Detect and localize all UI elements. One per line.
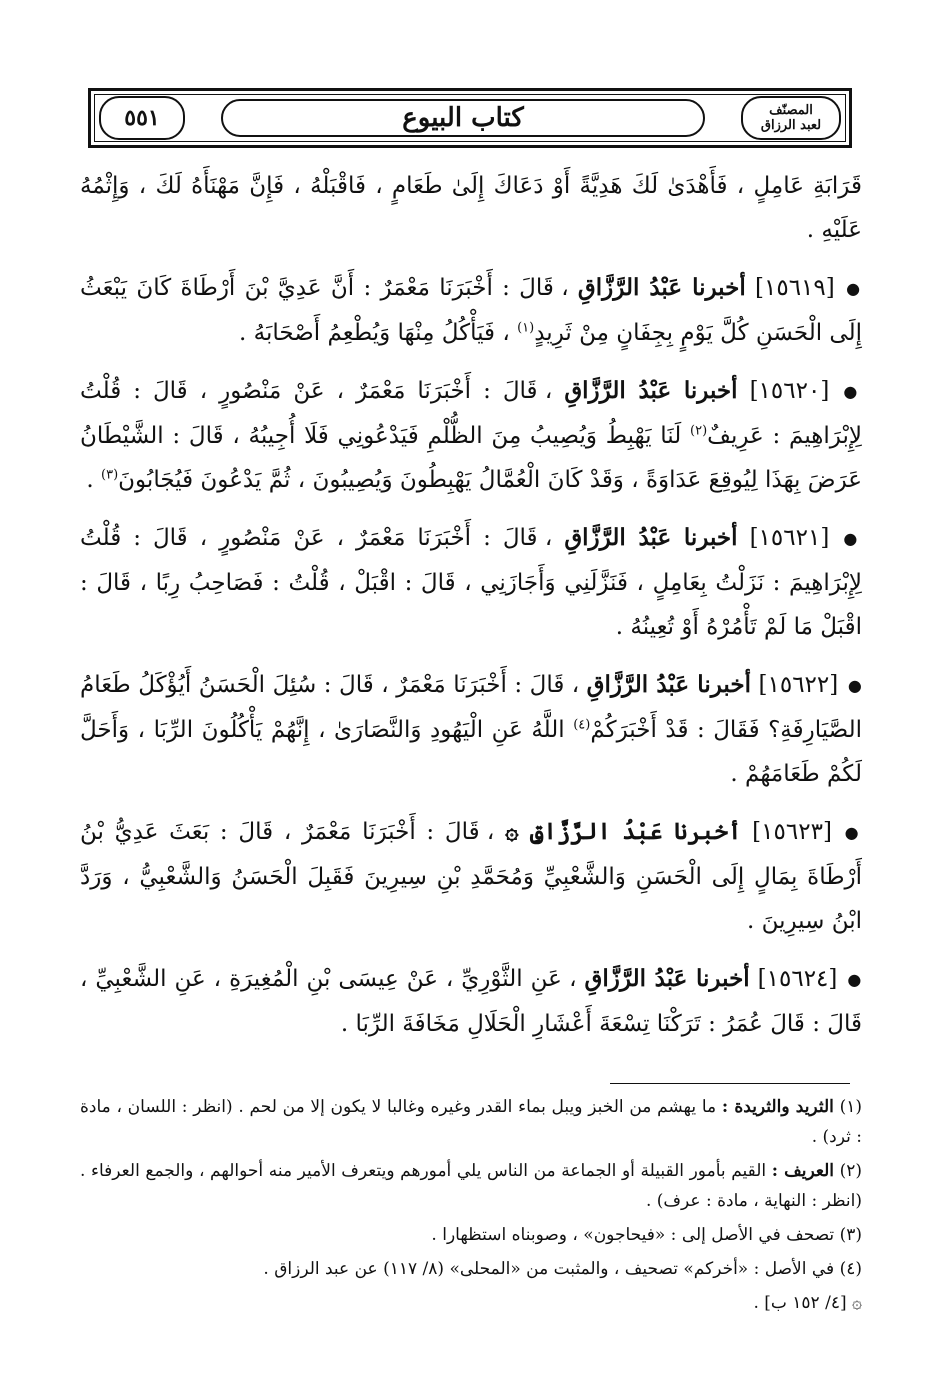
footnote-ref: (٣) xyxy=(101,467,119,483)
hadith-text: ، عَنِ الثَّوْرِيِّ ، عَنْ عِيسَى بْنِ الْمُغِيرَةِ ، عَنِ الشَّعْبِيِّ ، قَالَ : قَالَ عُمَرُ : تَرَكْنَا تِسْعَةَ أَعْشَارِ الْحَلَالِ مَخَافَةَ الرِّبَا . xyxy=(80,966,862,1037)
footnote-term: العريف : xyxy=(771,1161,834,1181)
footnote-text: في الأصل : «أخركم» تصحيف ، والمثبت من «المحلى» (٨/ ١١٧) عن عبد الرزاق . xyxy=(263,1259,835,1279)
footnote-manuscript-ref xyxy=(80,1288,862,1318)
isnad-opening: أخبرنا عَبْدُ الرَّزَّاقِ xyxy=(564,524,738,551)
hadith-text-cont: لَنَا يَهْبِطُ وَيُصِيبُ مِنَ الظُّلْمِ فَيَدْعُونِي فَلَا أُجِيبُهُ ، قَالَ : الشَّيْطَانُ عَرَضَ بِهَذَا لِيُوقِعَ عَدَاوَةً ، وَقَدْ كَانَ الْعُمَّالُ يَهْبِطُونَ وَيُصِيبُونَ ، ثُمَّ يَدْعُونَ فَيُجَابُونَ xyxy=(80,423,862,493)
footnote-ref: (١) xyxy=(517,320,535,336)
bullet-icon: ● xyxy=(843,382,862,401)
bullet-icon: ● xyxy=(847,970,862,989)
series-title-line1: المصنّف xyxy=(769,103,813,118)
isnad-opening: أخبرنا عَبْدُ الرَّزَّاقِ xyxy=(584,965,750,992)
isnad-opening: أخبرنا عَبْدُ الرَّزَّاقِ xyxy=(564,377,738,404)
footnote-1 xyxy=(80,1092,862,1152)
main-text xyxy=(80,164,862,1060)
footnote-4 xyxy=(80,1254,862,1284)
bullet-icon: ● xyxy=(844,823,863,842)
hadith-text-cont: ، فَيَأْكُلُ مِنْهَا وَيُطْعِمُ أَصْحَابَهُ . xyxy=(239,320,510,346)
hadith-15624 xyxy=(80,957,862,1046)
hadith-text: ، قَالَ : أَخْبَرَنَا مَعْمَرٌ ، قَالَ : بَعَثَ عَدِيُّ بْنُ أَرْطَاةَ بِمَالٍ إِلَى الْحَسَنِ وَالشَّعْبِيِّ وَمُحَمَّدِ بْنِ سِيرِينَ فَقَبِلَ الْحَسَنُ وَالشَّعْبِيُّ ، وَرَدَّ ابْنُ سِيرِينَ . xyxy=(80,819,862,934)
paragraph-text: قَرَابَةِ عَامِلٍ ، فَأَهْدَىٰ لَكَ هَدِيَّةً أَوْ دَعَاكَ إِلَىٰ طَعَامٍ ، فَاقْبَلْهُ ، فَإِنَّ مَهْنَأَهُ لَكَ ، وَإِثْمُهُ عَلَيْهِ . xyxy=(80,173,862,243)
footnote-term: الثريد والثريدة : xyxy=(721,1097,834,1117)
book-title: كتاب البيوع xyxy=(221,99,705,137)
isnad-opening: أخبرنا عَبْدُ الرَّزَّاقِ xyxy=(577,274,746,301)
hadith-text: ، قَالَ : أَخْبَرَنَا مَعْمَرٌ : أَنَّ عَدِيَّ بْنَ أَرْطَاةَ كَانَ يَبْعَثُ إِلَى الْحَسَنِ كُلَّ يَوْمٍ بِجِفَانٍ مِنْ ثَرِيدٍ xyxy=(80,275,862,346)
hadith-number: [١٥٦٢٤] xyxy=(757,966,838,992)
hadith-15620 xyxy=(80,369,862,502)
paragraph-continuation xyxy=(80,164,862,252)
hadith-number: [١٥٦٢٢] xyxy=(758,672,839,698)
hadith-text: ، قَالَ : أَخْبَرَنَا مَعْمَرٌ ، عَنْ مَنْصُورٍ ، قَالَ : قُلْتُ لِإِبْرَاهِيمَ : عَرِيفٌ xyxy=(80,378,862,449)
hadith-text-end: . xyxy=(86,467,94,493)
footnote-number: (٤) xyxy=(839,1259,862,1279)
footnote-text: القيم بأمور القبيلة أو الجماعة من الناس يلي أمورهم ويتعرف الأمير منه أحوالهم ، والجمع العرفاء . (انظر : النهاية ، مادة : عرف) . xyxy=(80,1161,862,1211)
footnote-text: تصحف في الأصل إلى : «فيحاجون» ، وصوبناه استظهارا . xyxy=(431,1225,835,1245)
footnote-ref: (٢) xyxy=(690,423,708,439)
hadith-number: [١٥٦٢٠] xyxy=(749,378,830,404)
bullet-icon: ● xyxy=(843,529,862,548)
hadith-15619 xyxy=(80,266,862,355)
footnote-ref: (٤) xyxy=(573,717,591,733)
hadith-text-cont: اللَّهُ عَنِ الْيَهُودِ وَالنَّصَارَىٰ ، إِنَّهُمْ يَأْكُلُونَ الرِّبَا ، وَأَحَلَّ لَكُمْ طَعَامَهُمْ . xyxy=(80,717,862,787)
hadith-text: ، قَالَ : أَخْبَرَنَا مَعْمَرٌ ، عَنْ مَنْصُورٍ ، قَالَ : قُلْتُ لِإِبْرَاهِيمَ : نَزَلْتُ بِعَامِلٍ ، فَنَزَّلَنِي وَأَجَازَنِي ، قَالَ : اقْبَلْ ، قُلْتُ : فَصَاحِبُ رِبًا ، قَالَ : اقْبَلْ مَا لَمْ تَأْمُرْهُ أَوْ تُعِينُهُ . xyxy=(80,525,862,640)
page-header xyxy=(88,88,852,148)
hadith-15621 xyxy=(80,516,862,649)
footnotes xyxy=(80,1092,862,1322)
footnote-text: ما يهشم من الخبز ويبل بماء القدر وغيره وغالبا لا يكون إلا من لحم . (انظر : اللسان ، مادة : ثرد) . xyxy=(80,1097,862,1147)
bullet-icon: ● xyxy=(846,279,863,298)
series-title-badge xyxy=(741,96,841,140)
isnad-opening: أخبرنا عَبْدُ الرَّزَّاقِ xyxy=(586,671,751,698)
series-title-line2: لعبد الرزاق xyxy=(760,118,822,133)
hadith-number: [١٥٦١٩] xyxy=(755,275,835,301)
hadith-text: ، قَالَ : أَخْبَرَنَا مَعْمَرٌ ، قَالَ : سُئِلَ الْحَسَنُ أَيُؤْكَلُ طَعَامُ الصَّيَارِفَةِ؟ فَقَالَ : قَدْ أَخْبَرَكُمْ xyxy=(80,672,863,743)
page-number-badge xyxy=(99,96,185,140)
manuscript-marker-icon: ۞ xyxy=(852,1293,862,1313)
bullet-icon: ● xyxy=(847,676,863,695)
footnote-divider xyxy=(610,1083,850,1084)
page-number: ٥٥١ xyxy=(124,105,160,131)
footnote-3 xyxy=(80,1220,862,1250)
footnote-text: [٤/ ١٥٢ ب] . xyxy=(753,1293,847,1313)
footnote-number: (١) xyxy=(839,1097,862,1117)
footnote-number: (٢) xyxy=(839,1161,863,1181)
hadith-number: [١٥٦٢٣] xyxy=(752,819,832,845)
footnote-number: (٣) xyxy=(839,1225,862,1245)
book-title-frame xyxy=(193,99,733,137)
hadith-number: [١٥٦٢١] xyxy=(749,525,830,551)
hadith-15622 xyxy=(80,663,862,796)
hadith-15623 xyxy=(80,810,862,943)
isnad-opening: أخبرنا عَبْدُ الرَّزَّاقِ ۞ xyxy=(505,818,742,845)
footnote-2 xyxy=(80,1156,862,1216)
